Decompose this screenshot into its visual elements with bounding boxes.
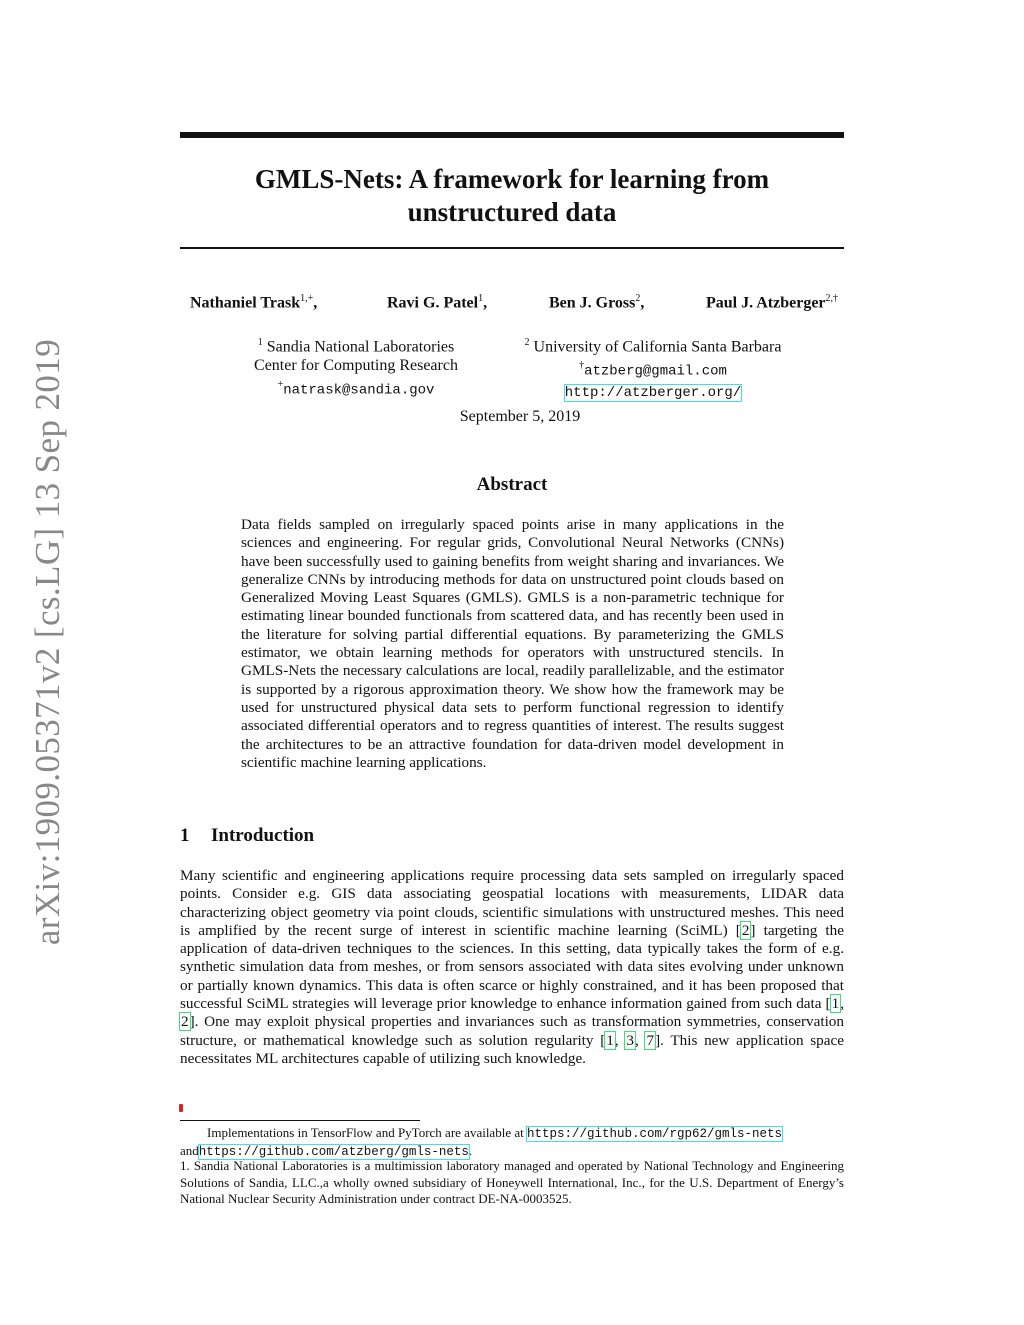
title-line-1: GMLS-Nets: A framework for learning from: [254, 164, 770, 194]
affiliation-sandia: $^1$ Sandia National Laboratories Center for Computing Research +natrask@sandia.gov: [254, 337, 458, 399]
footnote-rule: [180, 1120, 420, 1121]
email-atzberger[interactable]: atzberg@gmail.com: [584, 363, 727, 380]
gmls-nets-rgp62-link[interactable]: https://github.com/rgp62/gmls-nets: [526, 1127, 783, 1141]
author-patel: Ravi G. Patel$^1$,: [387, 293, 488, 312]
citation-link[interactable]: 3: [626, 1031, 634, 1049]
author-gross: Ben J. Gross$^2$,: [549, 293, 645, 312]
footnote-sandia: 1. Sandia National Laboratories is a multimission laboratory managed and operated by National Technology and Engineering Solutions of Sandia, LLC.,a wholly owned subsidiary of Honeywell International, Inc., for the U.S. Department of Energy’s National Nuclear Security Administration under contract DE-NA-0003525.: [180, 1158, 844, 1206]
abstract-text: Data fields sampled on irregularly spaced points arise in many applications in the sciences and engineering. For regular grids, Convolutional Neural Networks (CNNs) have been successfully used to gaining benefits from weight sharing and invariances. We generalize CNNs by introducing methods for data on unstructured point clouds based on Generalized Moving Least Squares (GMLS). GMLS is a non-parametric technique for estimating linear bounded functionals from scattered data, and has recently been used in the literature for solving partial differential equations. By parameterizing the GMLS estimator, we obtain learning methods for operators with unstructured stencils. In GMLS-Nets the necessary calculations are local, readily parallelizable, and the estimator is supported by a rigorous approximation theory. We show how the framework may be used for unstructured physical data sets to perform functional regression to identify associated differential operators and to regress quantities of interest. The results suggest the architectures to be an attractive foundation for data-driven model development in scientific machine learning applications.: [241, 516, 784, 771]
arxiv-stamp: arXiv:1909.05371v2 [cs.LG] 13 Sep 2019: [28, 338, 67, 946]
paper-title: [180, 163, 844, 229]
author-trask: Nathaniel Trask$^{1,+}$,: [190, 293, 318, 312]
title-rule-bottom: [180, 247, 844, 249]
author-atzberger: Paul J. Atzberger$^{2,\dagger}$: [706, 293, 839, 312]
citation-link[interactable]: 2: [741, 921, 750, 939]
title-line-2: unstructured data: [407, 197, 617, 227]
atzberger-homepage-link[interactable]: http://atzberger.org/: [564, 384, 742, 401]
introduction-paragraph: Many scientific and engineering applications require processing data sets sampled on irregularly spaced points. Consider e.g. GIS data associating geospatial locations with measurements, LIDAR data characterizing object geometry via point clouds, scientific simulations with unstructured meshes. This need is amplified by the recent surge of interest in scientific machine learning (SciML) [2] targeting the application of data-driven techniques to the sciences. In this setting, data typically takes the form of e.g. synthetic simulation data from meshes, or from sensors associated with data sites evolving under unknown or partially known dynamics. This data is often scarce or highly constrained, and it has been proposed that successful SciML strategies will leverage prior knowledge to enhance information gained from such data [1, 2]. One may exploit physical properties and invariances such as transformation symmetries, conservation structure, or mathematical knowledge such as solution regularity [1, 3, 7]. This new application space necessitates ML architectures capable of utilizing such knowledge.: [180, 867, 844, 1067]
section-heading-introduction: 1 Introduction: [180, 825, 315, 846]
abstract-heading: Abstract: [476, 474, 548, 495]
paper-date: September 5, 2019: [459, 408, 581, 425]
email-trask[interactable]: natrask@sandia.gov: [283, 382, 435, 399]
footnote-marker: [179, 1104, 183, 1112]
citation-link[interactable]: 7: [646, 1031, 655, 1049]
title-rule-top: [180, 132, 844, 138]
gmls-nets-atzberg-link[interactable]: https://github.com/atzberg/gmls-nets: [198, 1144, 469, 1159]
citation-link[interactable]: 1: [606, 1031, 614, 1049]
citation-link[interactable]: 2: [181, 1013, 189, 1031]
affiliation-ucsb: $^2$ University of California Santa Barbara †atzberg@gmail.com http://atzberger.org/: [524, 337, 782, 401]
citation-link[interactable]: 1: [831, 995, 840, 1013]
footnote-implementations: Implementations in TensorFlow and PyTorch are available at https://github.com/rgp62/gmls-nets andhttps://github.com/atzberg/gmls-nets.: [180, 1125, 783, 1159]
